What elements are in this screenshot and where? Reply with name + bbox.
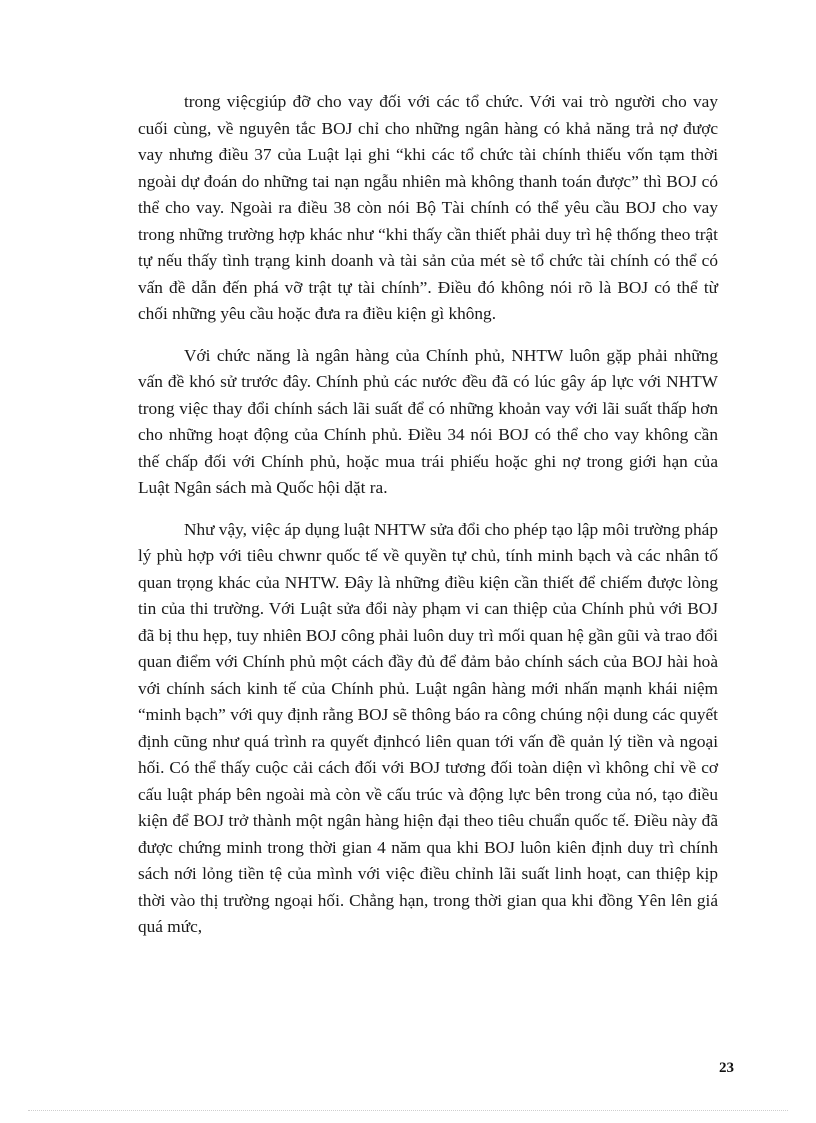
paragraph-2: Với chức năng là ngân hàng của Chính phủ, NHTW luôn gặp phải những vấn đề khó sử trước đây. Chính phủ các nước đều đã có lúc gây áp lực với NHTW trong việc thay đổi chính sách lãi suất để có những khoản vay với lãi suất thấp hơn cho những hoạt động của Chính phủ. Điều 34 nói BOJ có thể cho vay không cần thế chấp đối với Chính phủ, hoặc mua trái phiếu hoặc ghi nợ trong giới hạn của Luật Ngân sách mà Quốc hội dặt ra. [138,345,718,497]
footer-divider [28,1110,788,1111]
page-number: 23 [719,1060,734,1076]
paragraph-3: Như vậy, việc áp dụng luật NHTW sửa đổi cho phép tạo lập môi trường pháp lý phù hợp với tiêu chwnr quốc tế về quyền tự chủ, tính minh bạch và các nhân tố quan trọng khác của NHTW. Đây là những điều kiện cần thiết để chiếm được lòng tin của thi trường. Với Luật sửa đổi này phạm vi can thiệp của Chính phủ với BOJ đã bị thu hẹp, tuy nhiên BOJ công phải luôn duy trì mối quan hệ gần gũi và trao đổi quan điểm với Chính phủ một cách đầy đủ để đảm bảo chính sách của BOJ hài hoà với chính sách kinh tế của Chính phủ. Luật ngân hàng mới nhấn mạnh khái niệm “minh bạch” với quy định rằng BOJ sẽ thông báo ra công chúng nội dung các quyết định cũng như quá trình ra quyết địnhcó liên quan tới vấn đề quản lý tiền và ngoại hối. Có thể thấy cuộc cải cách đối với BOJ tương đối toàn diện vì không chỉ về cơ cấu luật pháp bên ngoài mà còn về cấu trúc và động lực bên trong của nó, tạo điều kiện để BOJ trở thành một ngân hàng hiện đại theo tiêu chuẩn quốc tế. Điều này đã được chứng minh trong thời gian 4 năm qua khi BOJ luôn kiên định duy trì chính sách nới lỏng tiền tệ của mình với việc điều chỉnh lãi suất linh hoạt, can thiệp kịp thời vào thị trường ngoại hối. Chẳng hạn, trong thời gian qua khi đồng Yên lên giá quá mức, [138,519,718,936]
paragraph-1: trong việcgiúp đỡ cho vay đối với các tổ chức. Với vai trò người cho vay cuối cùng, về nguyên tắc BOJ chỉ cho những ngân hàng có khả năng trả nợ được vay nhưng điều 37 của Luật lại ghi “khi các tổ chức tài chính thiếu vốn tạm thời ngoài dự đoán do những tai nạn ngẫu nhiên mà không thanh toán được” thì BOJ có thể cho vay. Ngoài ra điều 38 còn nói Bộ Tài chính có thể yêu cầu BOJ cho vay trong những trường hợp khác như “khi thấy cần thiết phải duy trì hệ thống theo trật tự nếu thấy tình trạng kinh doanh và tài sản của mét sè tổ chức tài chính có thể có vấn đề dẫn đến phá vỡ trật tự tài chính”. Điều đó không nói rõ là BOJ có thể từ chối những yêu cầu hoặc đưa ra điều kiện gì không. [138,92,718,323]
body-text [138,89,718,941]
